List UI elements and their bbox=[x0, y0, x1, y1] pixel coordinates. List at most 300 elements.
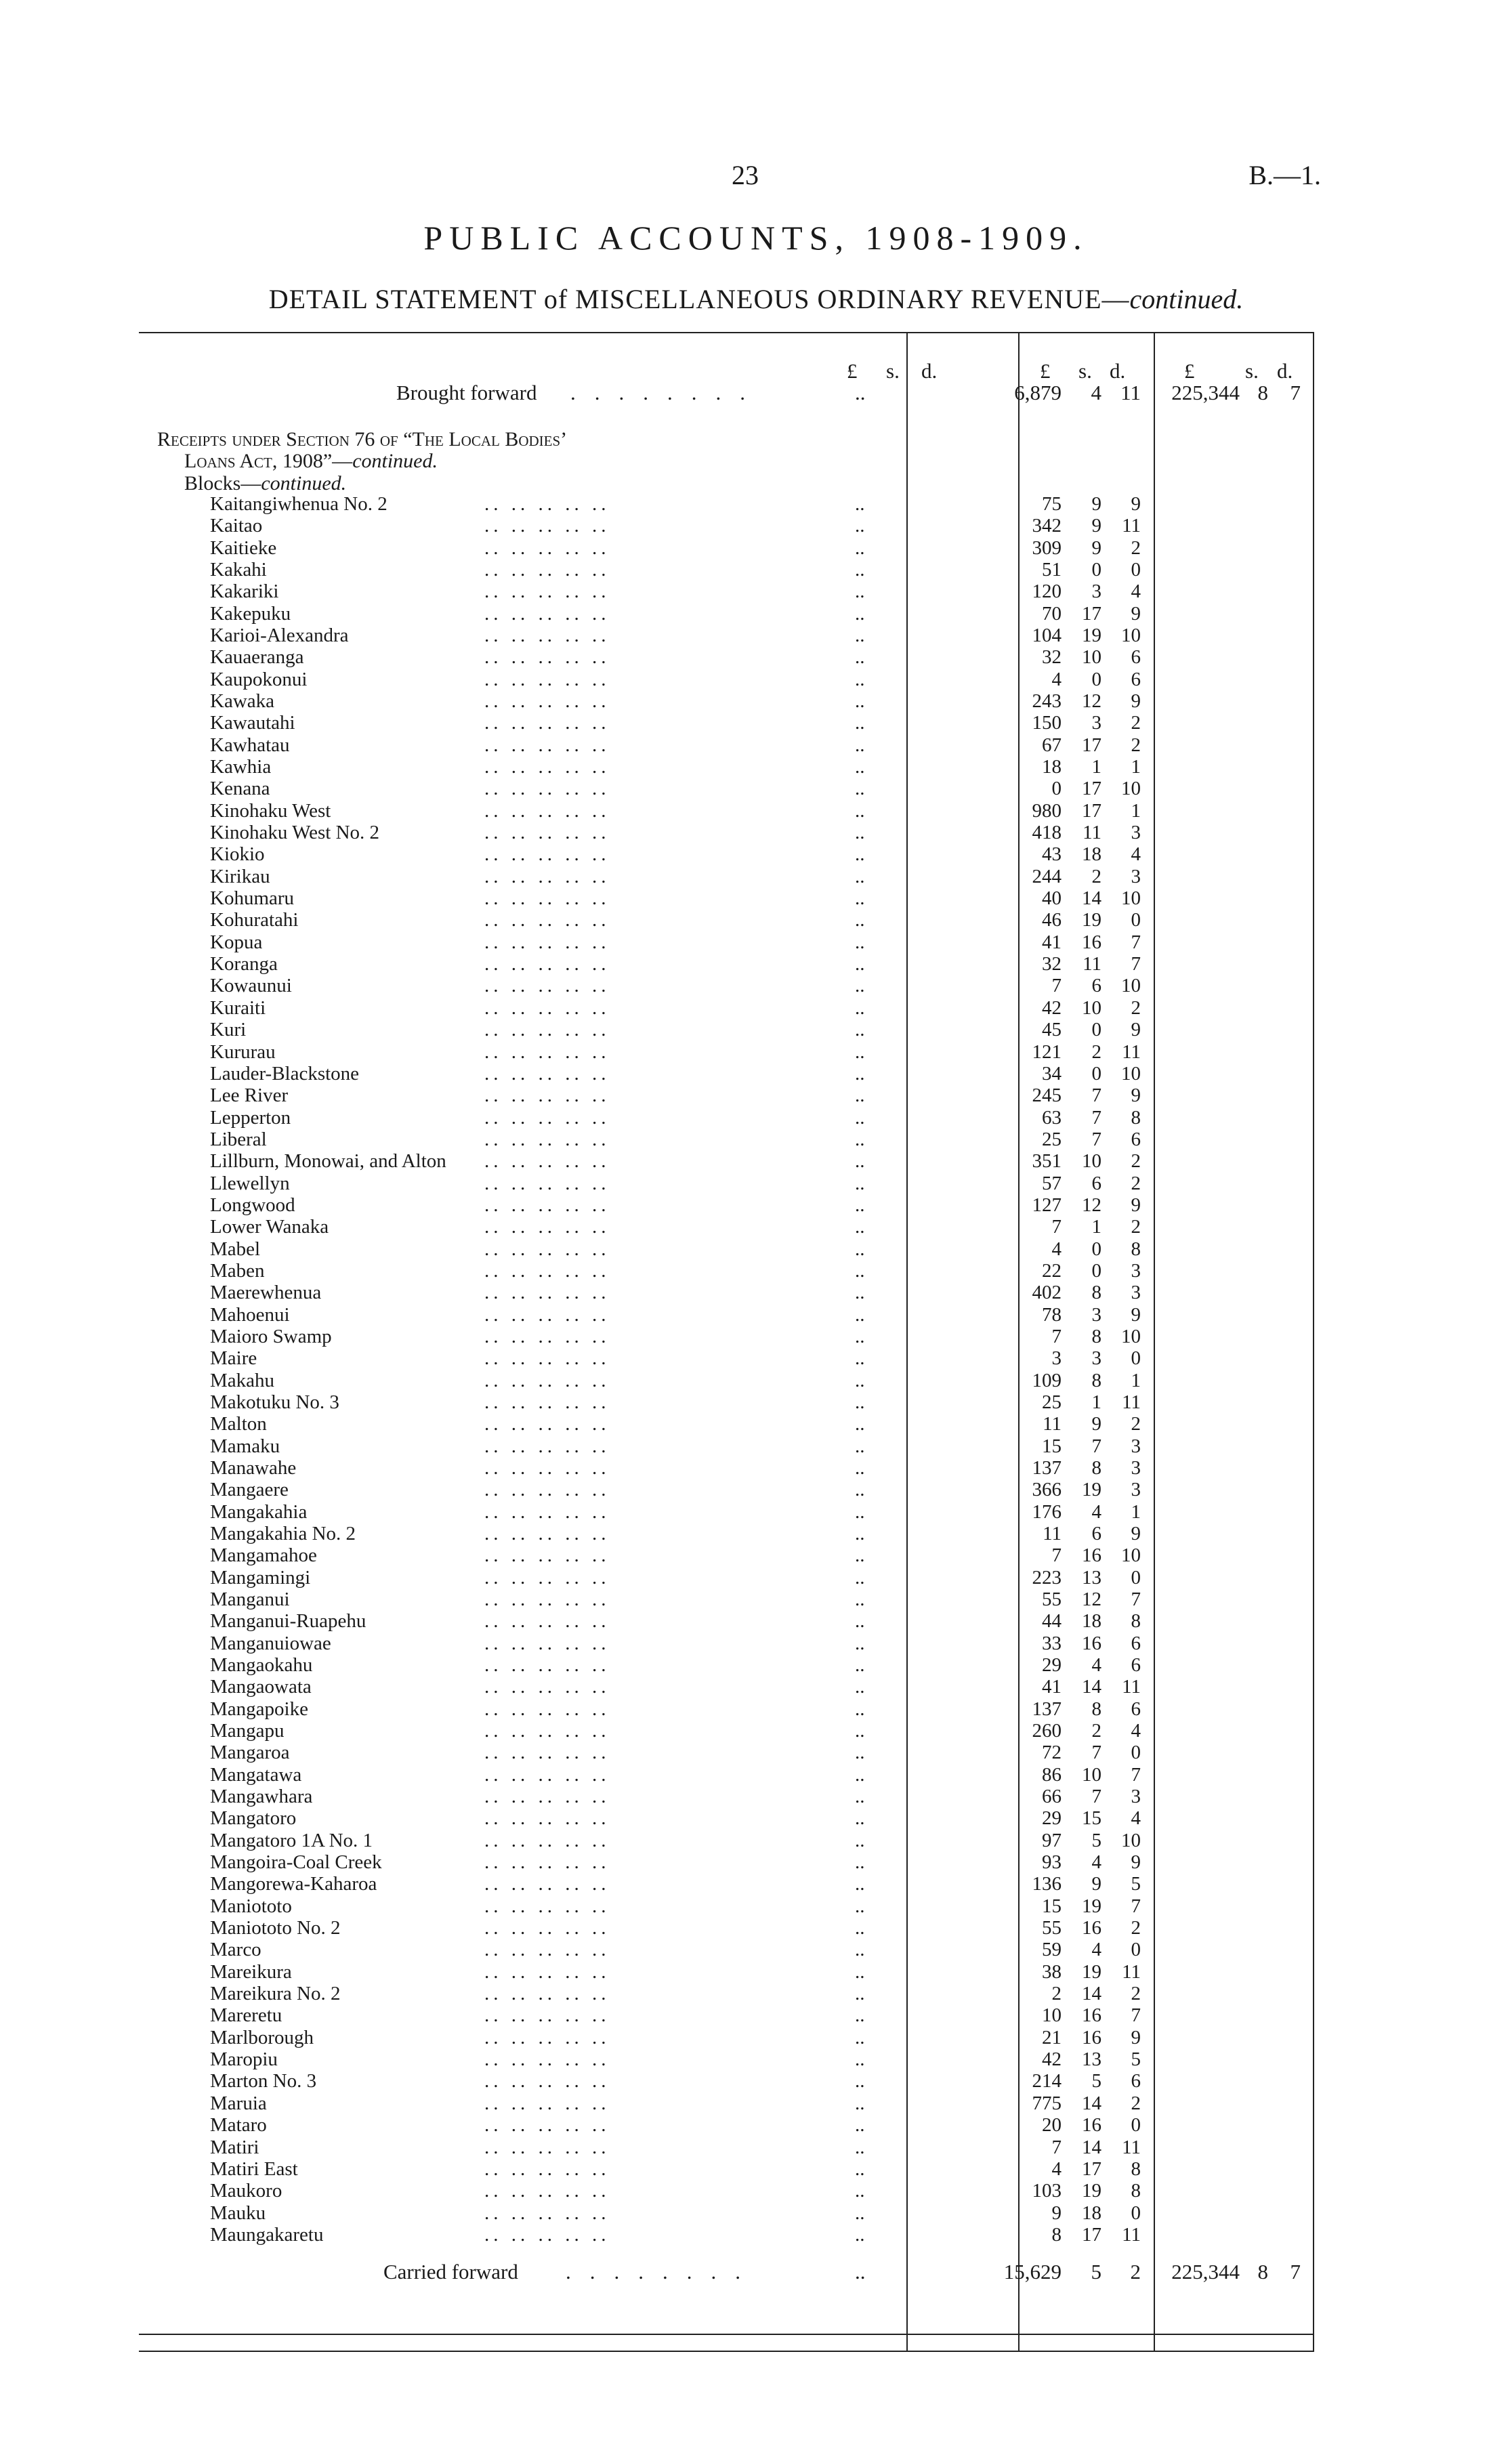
amount-pence: 9 bbox=[1131, 1194, 1141, 1216]
amount-pence: 2 bbox=[1131, 1150, 1141, 1173]
amount-pounds: 127 bbox=[1032, 1194, 1062, 1216]
amount-pence: 0 bbox=[1131, 1347, 1141, 1370]
col1-dots: .. bbox=[855, 1391, 865, 1413]
amount-shillings: 12 bbox=[1082, 1194, 1101, 1216]
table-row bbox=[0, 712, 1512, 734]
dot-leader: .. .. .. .. .. bbox=[484, 975, 610, 997]
act-year: 1908”— bbox=[277, 450, 353, 472]
amount-shillings: 3 bbox=[1091, 712, 1101, 734]
amount-shillings: 1 bbox=[1091, 1216, 1101, 1238]
amount-pence: 2 bbox=[1131, 1413, 1141, 1435]
amount-pence: 5 bbox=[1131, 2048, 1141, 2071]
amount-pounds: 18 bbox=[1042, 756, 1062, 778]
col1-dots: .. bbox=[855, 1742, 865, 1764]
block-name: Manganuiowae bbox=[210, 1632, 331, 1654]
amount-shillings: 18 bbox=[1082, 843, 1101, 866]
col1-dots: .. bbox=[855, 2180, 865, 2202]
amount-pence: 11 bbox=[1122, 1391, 1141, 1413]
col1-dots: .. bbox=[855, 1085, 865, 1107]
amount-pence: 6 bbox=[1131, 1128, 1141, 1150]
col1-dots: .. bbox=[855, 2092, 865, 2114]
col1-dots: .. bbox=[855, 2136, 865, 2158]
dot-leader: .. .. .. .. .. bbox=[484, 1040, 610, 1063]
amount-shillings: 4 bbox=[1091, 1654, 1101, 1677]
block-name: Makotuku No. 3 bbox=[210, 1391, 339, 1413]
amount-pounds: 55 bbox=[1042, 1917, 1062, 1939]
amount-shillings: 17 bbox=[1082, 2223, 1101, 2246]
block-name: Llewellyn bbox=[210, 1172, 290, 1194]
col1-dots: .. bbox=[855, 1589, 865, 1610]
dot-leader: .. .. .. .. .. bbox=[484, 996, 610, 1019]
col1-dots: .. bbox=[855, 1347, 865, 1370]
amount-pounds: 3 bbox=[1051, 1347, 1062, 1370]
block-name: Kawhia bbox=[210, 756, 272, 778]
amount-pence: 6 bbox=[1131, 2070, 1141, 2092]
table-row bbox=[0, 581, 1512, 602]
amount-shillings: 17 bbox=[1082, 799, 1101, 822]
dot-leader: .. .. .. .. .. bbox=[484, 1303, 610, 1326]
col1-dots: .. bbox=[855, 1895, 865, 1917]
amount-shillings: 12 bbox=[1082, 1589, 1101, 1610]
dot-leader: .. .. .. .. .. bbox=[484, 1128, 610, 1150]
amount-pounds: 86 bbox=[1042, 1763, 1062, 1786]
amount-pence: 6 bbox=[1131, 1698, 1141, 1720]
col2-shilling-header: s. bbox=[1078, 359, 1092, 383]
dot-leader: .. .. .. .. .. bbox=[484, 1150, 610, 1173]
table-row bbox=[0, 1479, 1512, 1500]
amount-shillings: 1 bbox=[1091, 756, 1101, 778]
amount-shillings: 0 bbox=[1091, 559, 1101, 581]
dot-leader: .. .. .. .. .. bbox=[484, 1500, 610, 1523]
block-name: Maukoro bbox=[210, 2180, 282, 2202]
amount-shillings: 9 bbox=[1091, 1873, 1101, 1895]
dot-leader: .. .. .. .. .. bbox=[484, 1413, 610, 1435]
dot-leader: .. .. .. .. .. bbox=[484, 2092, 610, 2114]
blocks-continued: continued. bbox=[261, 472, 347, 495]
amount-pounds: 21 bbox=[1042, 2026, 1062, 2048]
amount-pence: 7 bbox=[1131, 953, 1141, 975]
dot-leader: .. .. .. .. .. bbox=[484, 822, 610, 844]
col1-dots: .. bbox=[855, 2004, 865, 2027]
amount-shillings: 14 bbox=[1082, 2092, 1101, 2114]
table-row bbox=[0, 1544, 1512, 1566]
amount-shillings: 14 bbox=[1082, 1983, 1101, 2005]
amount-pounds: 32 bbox=[1042, 646, 1062, 669]
block-name: Kururau bbox=[210, 1040, 276, 1063]
dot-leader: .. .. .. .. .. bbox=[484, 1566, 610, 1589]
dot-leader: .. .. .. .. .. bbox=[484, 1960, 610, 1983]
block-name: Mangakahia bbox=[210, 1500, 308, 1523]
table-row bbox=[0, 2092, 1512, 2114]
amount-pence: 1 bbox=[1131, 1369, 1141, 1391]
col1-dots: .. bbox=[855, 1303, 865, 1326]
amount-shillings: 18 bbox=[1082, 2202, 1101, 2224]
block-name: Kaitangiwhenua No. 2 bbox=[210, 493, 387, 515]
col2-pound-header: £ bbox=[1040, 359, 1051, 383]
amount-pence: 10 bbox=[1121, 625, 1141, 647]
col1-dots: .. bbox=[855, 953, 865, 975]
table-row bbox=[0, 1173, 1512, 1194]
amount-shillings: 0 bbox=[1091, 1259, 1101, 1282]
block-name: Manganui bbox=[210, 1589, 290, 1610]
amount-pence: 6 bbox=[1131, 668, 1141, 690]
amount-pence: 9 bbox=[1131, 1019, 1141, 1041]
block-name: Maruia bbox=[210, 2092, 267, 2114]
amount-pounds: 214 bbox=[1032, 2070, 1062, 2092]
col1-dots: .. bbox=[855, 2223, 865, 2246]
amount-pounds: 75 bbox=[1042, 493, 1062, 515]
amount-shillings: 14 bbox=[1082, 887, 1101, 910]
table-row bbox=[0, 1413, 1512, 1435]
amount-shillings: 16 bbox=[1082, 2114, 1101, 2137]
col1-dots: .. bbox=[855, 1566, 865, 1589]
dot-leader: .. .. .. .. .. bbox=[484, 559, 610, 581]
amount-pence: 0 bbox=[1131, 909, 1141, 931]
amount-shillings: 2 bbox=[1091, 865, 1101, 887]
amount-shillings: 9 bbox=[1091, 515, 1101, 537]
block-name: Mangatoro bbox=[210, 1807, 297, 1830]
dot-leader: .. .. .. .. .. bbox=[484, 602, 610, 625]
amount-shillings: 10 bbox=[1082, 1763, 1101, 1786]
col1-dots: .. bbox=[855, 581, 865, 603]
col1-dots: .. bbox=[855, 625, 865, 647]
dot-leader: .. .. .. .. .. bbox=[484, 1172, 610, 1194]
col1-dots: .. bbox=[855, 1544, 865, 1567]
table-row bbox=[0, 2180, 1512, 2202]
dot-leader: .. .. .. .. .. bbox=[484, 865, 610, 887]
amount-shillings: 16 bbox=[1082, 931, 1101, 953]
section-heading-continued bbox=[184, 450, 438, 473]
table-row bbox=[0, 887, 1512, 909]
table-row bbox=[0, 2202, 1512, 2224]
block-name: Mareretu bbox=[210, 2004, 282, 2027]
amount-shillings: 12 bbox=[1082, 690, 1101, 713]
col1-dots: .. bbox=[855, 1610, 865, 1633]
amount-pounds: 150 bbox=[1032, 712, 1062, 734]
amount-pounds: 70 bbox=[1042, 602, 1062, 625]
col1-dots: .. bbox=[855, 1851, 865, 1874]
table-row bbox=[0, 975, 1512, 996]
block-name: Karioi-Alexandra bbox=[210, 625, 349, 647]
col1-dots: .. bbox=[855, 1960, 865, 1983]
amount-shillings: 17 bbox=[1082, 2158, 1101, 2180]
amount-pounds: 109 bbox=[1032, 1369, 1062, 1391]
block-name: Maungakaretu bbox=[210, 2223, 324, 2246]
table-row bbox=[0, 909, 1512, 931]
amount-pence: 7 bbox=[1131, 1589, 1141, 1610]
table-row bbox=[0, 1216, 1512, 1238]
table-row bbox=[0, 2048, 1512, 2070]
dot-leader: .. .. .. .. .. bbox=[484, 2004, 610, 2027]
col1-dots: .. bbox=[855, 1479, 865, 1501]
table-row bbox=[0, 843, 1512, 865]
amount-shillings: 19 bbox=[1082, 1960, 1101, 1983]
dot-leader: .. .. .. .. .. bbox=[484, 1282, 610, 1304]
table-row bbox=[0, 756, 1512, 778]
dot-leader: .. .. .. .. .. bbox=[484, 1654, 610, 1677]
amount-shillings: 19 bbox=[1082, 1479, 1101, 1501]
amount-shillings: 18 bbox=[1082, 1610, 1101, 1633]
col3-pence-header: d. bbox=[1277, 359, 1293, 383]
block-name: Makahu bbox=[210, 1369, 275, 1391]
dot-leader: .. .. .. .. .. bbox=[484, 756, 610, 778]
amount-shillings: 19 bbox=[1082, 1895, 1101, 1917]
amount-pounds: 402 bbox=[1032, 1282, 1062, 1304]
amount-pounds: 136 bbox=[1032, 1873, 1062, 1895]
dot-leader: .. .. .. .. .. bbox=[484, 1851, 610, 1874]
amount-pence: 3 bbox=[1131, 1456, 1141, 1479]
amount-pence: 10 bbox=[1121, 778, 1141, 800]
block-name: Mareikura bbox=[210, 1960, 292, 1983]
col1-dots: .. bbox=[855, 1172, 865, 1194]
amount-pounds: 342 bbox=[1032, 515, 1062, 537]
table-row bbox=[0, 1370, 1512, 1391]
col1-dots: .. bbox=[855, 1720, 865, 1742]
amount-pounds: 45 bbox=[1042, 1019, 1062, 1041]
col1-dots: .. bbox=[855, 2026, 865, 2048]
amount-shillings: 15 bbox=[1082, 1807, 1101, 1830]
table-row bbox=[0, 1567, 1512, 1589]
dot-leader: .. .. .. .. .. bbox=[484, 1391, 610, 1413]
table-row bbox=[0, 1085, 1512, 1106]
carried-forward-shillings: 5 bbox=[1091, 2260, 1101, 2284]
amount-pounds: 33 bbox=[1042, 1632, 1062, 1654]
amount-pounds: 78 bbox=[1042, 1303, 1062, 1326]
col1-dots: .. bbox=[855, 1456, 865, 1479]
block-name: Mangoira-Coal Creek bbox=[210, 1851, 382, 1874]
block-name: Kenana bbox=[210, 778, 270, 800]
carried-forward-total-shillings: 8 bbox=[1257, 2260, 1268, 2284]
col1-dots: .. bbox=[855, 1216, 865, 1238]
amount-shillings: 7 bbox=[1091, 1128, 1101, 1150]
dot-leader: .. .. .. .. .. bbox=[484, 1917, 610, 1939]
block-name: Kaitieke bbox=[210, 537, 277, 559]
dot-leader: .. .. .. .. .. bbox=[484, 493, 610, 515]
table-row bbox=[0, 1830, 1512, 1851]
table-row bbox=[0, 1720, 1512, 1742]
amount-pounds: 97 bbox=[1042, 1829, 1062, 1851]
table-row bbox=[0, 2070, 1512, 2092]
dot-leader: .. .. .. .. .. bbox=[484, 931, 610, 953]
amount-pence: 2 bbox=[1131, 1216, 1141, 1238]
amount-pence: 11 bbox=[1122, 2136, 1141, 2158]
dot-leader: .. .. .. .. .. bbox=[484, 2048, 610, 2071]
table-row bbox=[0, 2114, 1512, 2136]
block-name: Kopua bbox=[210, 931, 263, 953]
amount-pounds: 4 bbox=[1051, 1238, 1062, 1260]
carried-forward-total-pounds: 225,344 bbox=[1171, 2260, 1240, 2284]
block-name: Matiri East bbox=[210, 2158, 298, 2180]
block-name: Mangatoro 1A No. 1 bbox=[210, 1829, 373, 1851]
amount-pence: 4 bbox=[1131, 843, 1141, 866]
amount-pounds: 7 bbox=[1051, 2136, 1062, 2158]
table-row bbox=[0, 690, 1512, 712]
block-name: Mangamingi bbox=[210, 1566, 311, 1589]
col1-shilling-header: s. bbox=[886, 359, 900, 383]
table-row bbox=[0, 537, 1512, 559]
block-name: Kawautahi bbox=[210, 712, 295, 734]
col1-dots: .. bbox=[855, 756, 865, 778]
table-row bbox=[0, 734, 1512, 756]
block-name: Manawahe bbox=[210, 1456, 297, 1479]
table-row bbox=[0, 778, 1512, 799]
table-row bbox=[0, 1391, 1512, 1413]
dot-leader: .. .. .. .. .. bbox=[484, 1479, 610, 1501]
table-row bbox=[0, 1961, 1512, 1983]
amount-pence: 8 bbox=[1131, 1238, 1141, 1260]
block-name: Mauku bbox=[210, 2202, 266, 2224]
table-row bbox=[0, 1786, 1512, 1807]
dot-leader: .. .. .. .. .. bbox=[484, 712, 610, 734]
col1-dots: .. bbox=[855, 734, 865, 756]
col1-dots: .. bbox=[855, 1040, 865, 1063]
col1-dots: .. bbox=[855, 1917, 865, 1939]
col1-dots: .. bbox=[855, 1983, 865, 2005]
block-name: Maniototo No. 2 bbox=[210, 1917, 341, 1939]
table-row bbox=[0, 1435, 1512, 1457]
block-name: Mareikura No. 2 bbox=[210, 1983, 341, 2005]
col1-dots: .. bbox=[855, 865, 865, 887]
amount-pounds: 121 bbox=[1032, 1040, 1062, 1063]
block-name: Lillburn, Monowai, and Alton bbox=[210, 1150, 446, 1173]
brought-forward-col1: .. bbox=[855, 381, 866, 404]
col1-dots: .. bbox=[855, 1019, 865, 1041]
amount-shillings: 3 bbox=[1091, 581, 1101, 603]
amount-pounds: 44 bbox=[1042, 1610, 1062, 1633]
amount-pence: 9 bbox=[1131, 1522, 1141, 1544]
amount-pence: 2 bbox=[1131, 1983, 1141, 2005]
amount-pounds: 43 bbox=[1042, 843, 1062, 866]
table-row bbox=[0, 1501, 1512, 1523]
amount-pounds: 22 bbox=[1042, 1259, 1062, 1282]
amount-pounds: 41 bbox=[1042, 1676, 1062, 1698]
amount-pence: 2 bbox=[1131, 2092, 1141, 2114]
blocks-label: Blocks— bbox=[184, 472, 261, 495]
amount-pounds: 120 bbox=[1032, 581, 1062, 603]
table-row bbox=[0, 2004, 1512, 2026]
amount-shillings: 14 bbox=[1082, 2136, 1101, 2158]
amount-shillings: 8 bbox=[1091, 1282, 1101, 1304]
dot-leader: .. .. .. .. .. bbox=[484, 799, 610, 822]
amount-shillings: 6 bbox=[1091, 1522, 1101, 1544]
dot-leader: .. .. .. .. .. bbox=[484, 1019, 610, 1041]
col1-dots: .. bbox=[855, 909, 865, 931]
col1-dots: .. bbox=[855, 1654, 865, 1677]
amount-pounds: 34 bbox=[1042, 1062, 1062, 1085]
amount-pence: 1 bbox=[1131, 1500, 1141, 1523]
table-row bbox=[0, 931, 1512, 953]
amount-pounds: 980 bbox=[1032, 799, 1062, 822]
act-continued: continued. bbox=[352, 450, 438, 472]
amount-pence: 1 bbox=[1131, 756, 1141, 778]
amount-pence: 1 bbox=[1131, 799, 1141, 822]
amount-shillings: 6 bbox=[1091, 975, 1101, 997]
amount-pence: 3 bbox=[1131, 1259, 1141, 1282]
block-name: Kakahi bbox=[210, 559, 267, 581]
block-name: Kaupokonui bbox=[210, 668, 308, 690]
amount-shillings: 16 bbox=[1082, 1917, 1101, 1939]
amount-pence: 5 bbox=[1131, 1873, 1141, 1895]
amount-pounds: 223 bbox=[1032, 1566, 1062, 1589]
block-name: Maerewhenua bbox=[210, 1282, 322, 1304]
amount-shillings: 19 bbox=[1082, 625, 1101, 647]
table-row bbox=[0, 1873, 1512, 1895]
amount-shillings: 16 bbox=[1082, 1632, 1101, 1654]
amount-pounds: 260 bbox=[1032, 1720, 1062, 1742]
dot-leader: .. .. .. .. .. bbox=[484, 1589, 610, 1610]
dot-leader: .. .. .. .. .. bbox=[484, 1742, 610, 1764]
block-name: Mangorewa-Kaharoa bbox=[210, 1873, 377, 1895]
dot-leader: .. .. .. .. .. bbox=[484, 1676, 610, 1698]
amount-shillings: 4 bbox=[1091, 1851, 1101, 1874]
carried-forward-total-pence: 7 bbox=[1290, 2260, 1301, 2284]
block-name: Kohuratahi bbox=[210, 909, 299, 931]
amount-shillings: 14 bbox=[1082, 1676, 1101, 1698]
col1-dots: .. bbox=[855, 1413, 865, 1435]
amount-pounds: 15 bbox=[1042, 1435, 1062, 1457]
dot-leader: .. .. .. .. .. bbox=[484, 1763, 610, 1786]
amount-pounds: 32 bbox=[1042, 953, 1062, 975]
amount-pence: 9 bbox=[1131, 2026, 1141, 2048]
table-row bbox=[0, 1194, 1512, 1216]
amount-pounds: 7 bbox=[1051, 1216, 1062, 1238]
amount-shillings: 9 bbox=[1091, 1413, 1101, 1435]
amount-pounds: 25 bbox=[1042, 1391, 1062, 1413]
dot-leader: .. .. .. .. .. bbox=[484, 1610, 610, 1633]
block-name: Marlborough bbox=[210, 2026, 314, 2048]
amount-pounds: 10 bbox=[1042, 2004, 1062, 2027]
amount-pounds: 29 bbox=[1042, 1654, 1062, 1677]
col1-dots: .. bbox=[855, 975, 865, 997]
table-row bbox=[0, 1895, 1512, 1917]
carried-forward-pence: 2 bbox=[1130, 2260, 1141, 2284]
table-row bbox=[0, 1851, 1512, 1873]
col3-pound-header: £ bbox=[1184, 359, 1195, 383]
amount-pounds: 103 bbox=[1032, 2180, 1062, 2202]
dot-leader: .. .. .. .. .. bbox=[484, 668, 610, 690]
block-name: Mangamahoe bbox=[210, 1544, 317, 1567]
table-row bbox=[0, 1633, 1512, 1654]
statement-subtitle bbox=[0, 283, 1512, 315]
amount-shillings: 8 bbox=[1091, 1325, 1101, 1347]
col1-dots: .. bbox=[855, 887, 865, 910]
dot-leader: .. .. .. .. .. bbox=[484, 2223, 610, 2246]
col1-dots: .. bbox=[855, 1698, 865, 1720]
col1-dots: .. bbox=[855, 602, 865, 625]
col1-dots: .. bbox=[855, 996, 865, 1019]
block-name: Kakepuku bbox=[210, 602, 291, 625]
block-name: Kinohaku West bbox=[210, 799, 331, 822]
amount-shillings: 13 bbox=[1082, 1566, 1101, 1589]
col1-dots: .. bbox=[855, 559, 865, 581]
block-name: Kawaka bbox=[210, 690, 275, 713]
amount-pounds: 42 bbox=[1042, 2048, 1062, 2071]
amount-pounds: 59 bbox=[1042, 1939, 1062, 1961]
amount-pounds: 104 bbox=[1032, 625, 1062, 647]
amount-shillings: 8 bbox=[1091, 1456, 1101, 1479]
amount-pounds: 2 bbox=[1051, 1983, 1062, 2005]
block-name: Kuri bbox=[210, 1019, 247, 1041]
block-name: Marco bbox=[210, 1939, 261, 1961]
amount-pence: 7 bbox=[1131, 2004, 1141, 2027]
table-row bbox=[0, 1063, 1512, 1085]
amount-shillings: 7 bbox=[1091, 1786, 1101, 1808]
block-name: Lauder-Blackstone bbox=[210, 1062, 360, 1085]
amount-pence: 10 bbox=[1121, 1544, 1141, 1567]
col1-dots: .. bbox=[855, 822, 865, 844]
col1-dots: .. bbox=[855, 931, 865, 953]
table-row bbox=[0, 646, 1512, 668]
